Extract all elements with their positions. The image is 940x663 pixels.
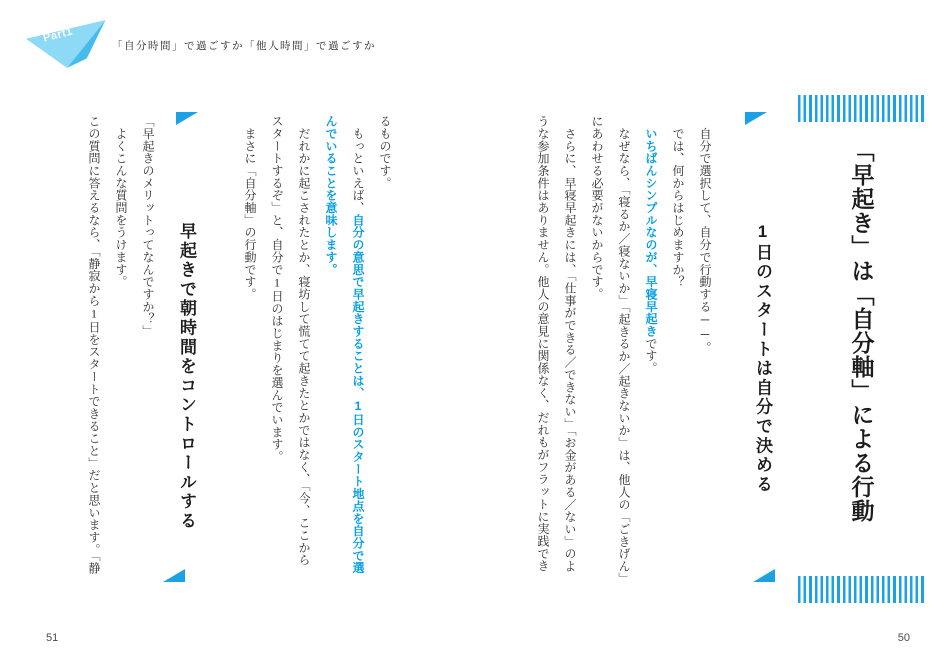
chapter-title: 「早起き」は「自分軸」による行動 [848, 139, 875, 523]
text-run: この質問に答えるなら、「静寂から1日をスタートできること」だと思います。「静 [87, 115, 101, 575]
text-column [583, 115, 610, 585]
text-column [344, 115, 371, 574]
text-column [134, 115, 161, 574]
text-run: 自分で選択して、自分で行動する──。 [698, 115, 712, 354]
text-column [107, 115, 134, 574]
part-flag [26, 20, 108, 72]
section-marker-bottom-right-icon [753, 569, 775, 582]
part-label: Part1 [41, 25, 75, 45]
body-text-right [529, 115, 718, 585]
text-run: にあわせる必要がないからです。 [590, 115, 604, 301]
chapter-title-block [798, 95, 926, 603]
text-column [664, 115, 691, 585]
text-run: うな参加条件はありません。他人の意見に関係なく、だれもがフラットに実践でき [536, 115, 550, 572]
section-heading-left: 早起きで朝時間をコントロールする [177, 222, 196, 531]
text-column [236, 115, 263, 574]
text-run: さらに、早寝早起きには、「仕事ができる／できない」「お金がある／ない」のよ [563, 115, 577, 573]
text-column [556, 115, 583, 585]
text-run: です。 [644, 337, 658, 375]
text-column [691, 115, 718, 585]
text-column [371, 115, 398, 574]
text-run [644, 115, 658, 127]
text-run: るものです。 [378, 115, 392, 190]
text-column [529, 115, 556, 585]
text-run: スタートするぞ」と、自分で1日のはじまりを選んでいます。 [270, 115, 284, 463]
text-column [80, 115, 107, 574]
text-run: まさに「自分軸」の行動です。 [243, 115, 257, 301]
body-text-left-lower [80, 115, 161, 574]
page-number-left: 51 [46, 632, 59, 644]
section-marker-bottom-left-icon [163, 569, 185, 582]
title-stripes-bottom-decoration [798, 576, 926, 603]
text-column [610, 115, 637, 585]
emphasis-text-run: いちばんシンプルなのが、早寝早起き [644, 127, 658, 338]
text-run: では、何からはじめますか？ [671, 115, 685, 288]
emphasis-text-run: 自分の意思で早起きすることは、1日のスタート地点を自分で選 [351, 213, 365, 574]
section-heading-right: 1日のスタートは自分で決める [753, 222, 772, 495]
text-run: 「早起きのメリットってなんですか？」 [141, 115, 155, 338]
text-run: だれかに起こされたとか、寝坊して慌てて起きたとかではなく、「今、ここから [297, 115, 311, 566]
text-run: なぜなら、「寝るか／寝ないか」「起きるか／起きないか」は、他人の「ごきげん」 [617, 115, 631, 585]
page-number-right: 50 [897, 632, 910, 644]
text-column [637, 115, 664, 585]
running-header-text: 「自分時間」で過ごすか「他人時間」で過ごすか [112, 40, 376, 52]
text-column [263, 115, 290, 574]
text-run: もっといえば、 [351, 115, 365, 214]
title-stripes-top-decoration [798, 95, 926, 122]
text-column [317, 115, 344, 574]
text-column [290, 115, 317, 574]
text-run: よくこんな質問をうけます。 [114, 115, 128, 288]
body-text-left-upper [236, 115, 398, 574]
section-marker-top-right-icon [745, 112, 767, 125]
emphasis-text-run: んでいることを意味します。 [324, 115, 338, 276]
section-marker-top-left-icon [176, 112, 198, 125]
